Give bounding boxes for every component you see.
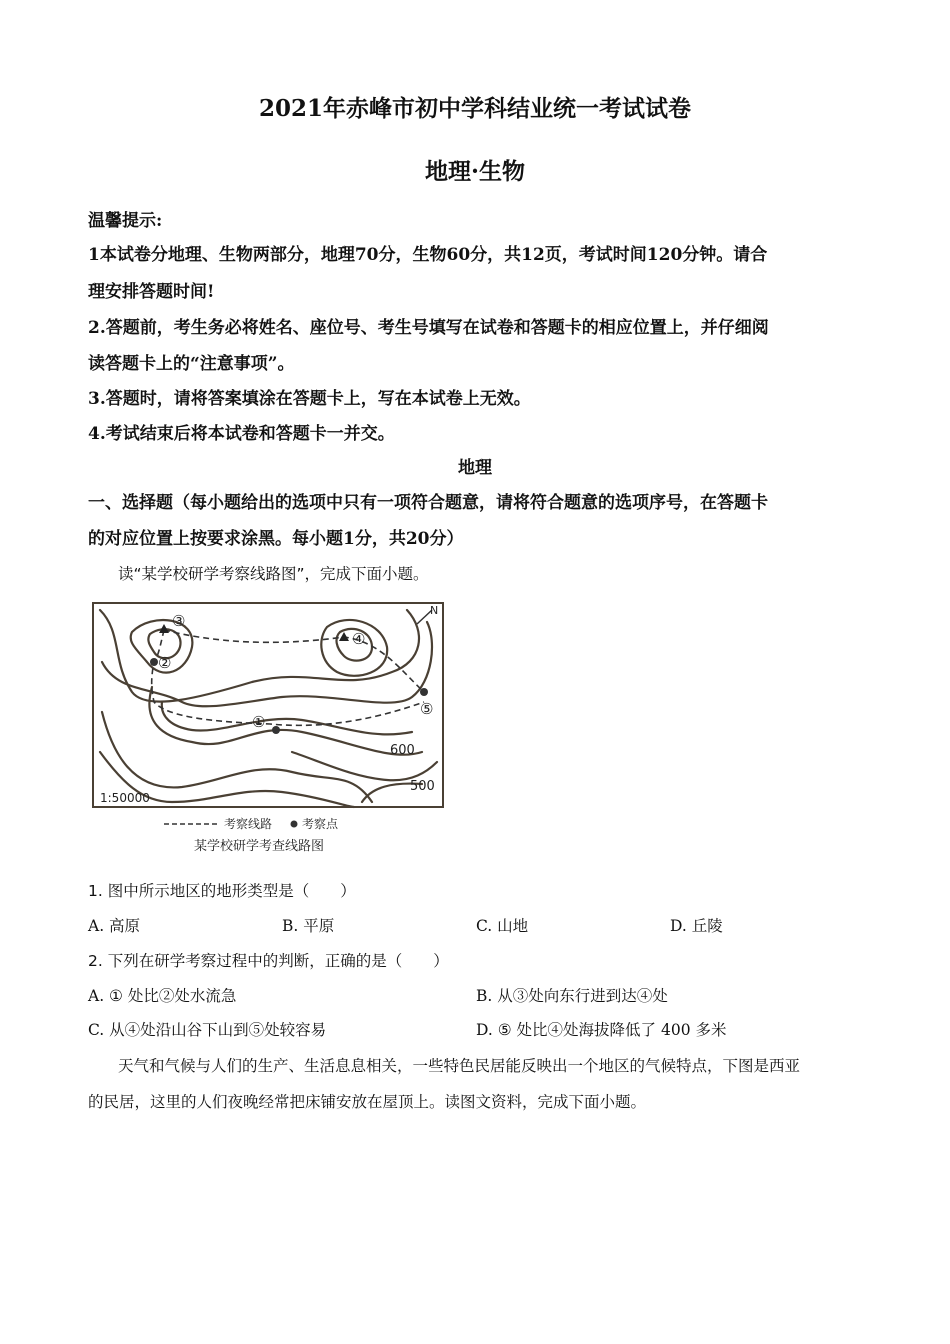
q1-option-a: A. 高原 (88, 917, 141, 935)
tip-line-4: 4.考试结束后将本试卷和答题卡一并交。 (88, 424, 395, 444)
q2-option-d: D. ⑤ 处比④处海拔降低了 400 多米 (476, 1021, 727, 1039)
map-intro: 读“某学校研学考察线路图”，完成下面小题。 (118, 565, 429, 583)
passage-line-1: 天气和气候与人们的生产、生活息息相关，一些特色民居能反映出一个地区的气候特点，下图是西亚 (118, 1057, 801, 1075)
tip-line-2a: 2.答题前，考生务必将姓名、座位号、考生号填写在试卷和答题卡的相应位置上，并仔细阅 (88, 318, 769, 338)
passage-line-2: 的民居，这里的人们夜晚经常把床铺安放在屋顶上。读图文资料，完成下面小题。 (88, 1093, 647, 1111)
contour-label-500: 500 (410, 779, 435, 794)
exam-title: 2021年赤峰市初中学科结业统一考试试卷 (258, 95, 691, 122)
point-5-label: ⑤ (420, 700, 434, 718)
point-3-label: ③ (172, 612, 186, 630)
tips-heading: 温馨提示: (88, 211, 163, 231)
q1-option-c: C. 山地 (476, 917, 529, 935)
contour-label-600: 600 (390, 743, 415, 758)
contour-map (92, 602, 452, 862)
point-2-label: ② (158, 654, 172, 672)
point-4-label: ④ (352, 630, 366, 648)
q2-option-a: A. ① 处比②处水流急 (88, 987, 237, 1005)
tip-line-1a: 1本试卷分地理、生物两部分，地理70分，生物60分，共12页，考试时间120分钟。请合 (88, 245, 768, 265)
question-2: 2. 下列在研学考察过程中的判断，正确的是（ ） (88, 952, 449, 970)
exam-subtitle: 地理·生物 (424, 158, 525, 185)
map-caption: 某学校研学考查线路图 (194, 839, 325, 854)
q2-option-c: C. 从④处沿山谷下山到⑤处较容易 (88, 1021, 327, 1039)
legend-point-label: 考察点 (302, 817, 339, 831)
point-1-label: ① (252, 713, 266, 731)
q2-option-b: B. 从③处向东行进到达④处 (476, 987, 668, 1005)
north-arrow-label: N (430, 604, 439, 617)
legend-route-label: 考察线路 (224, 817, 273, 831)
section-title: 地理 (458, 458, 492, 478)
question-1: 1. 图中所示地区的地形类型是（ ） (88, 882, 356, 900)
tip-line-1b: 理安排答题时间! (88, 282, 215, 302)
map-scale: 1:50000 (100, 791, 150, 805)
part-one-instructions-a: 一、选择题（每小题给出的选项中只有一项符合题意，请将符合题意的选项序号，在答题卡 (88, 493, 768, 513)
q1-option-d: D. 丘陵 (670, 917, 723, 935)
part-one-instructions-b: 的对应位置上按要求涂黑。每小题1分，共20分） (88, 529, 464, 549)
tip-line-3: 3.答题时，请将答案填涂在答题卡上，写在本试卷上无效。 (88, 389, 531, 409)
q1-option-b: B. 平原 (282, 917, 335, 935)
tip-line-2b: 读答题卡上的“注意事项”。 (88, 354, 295, 374)
